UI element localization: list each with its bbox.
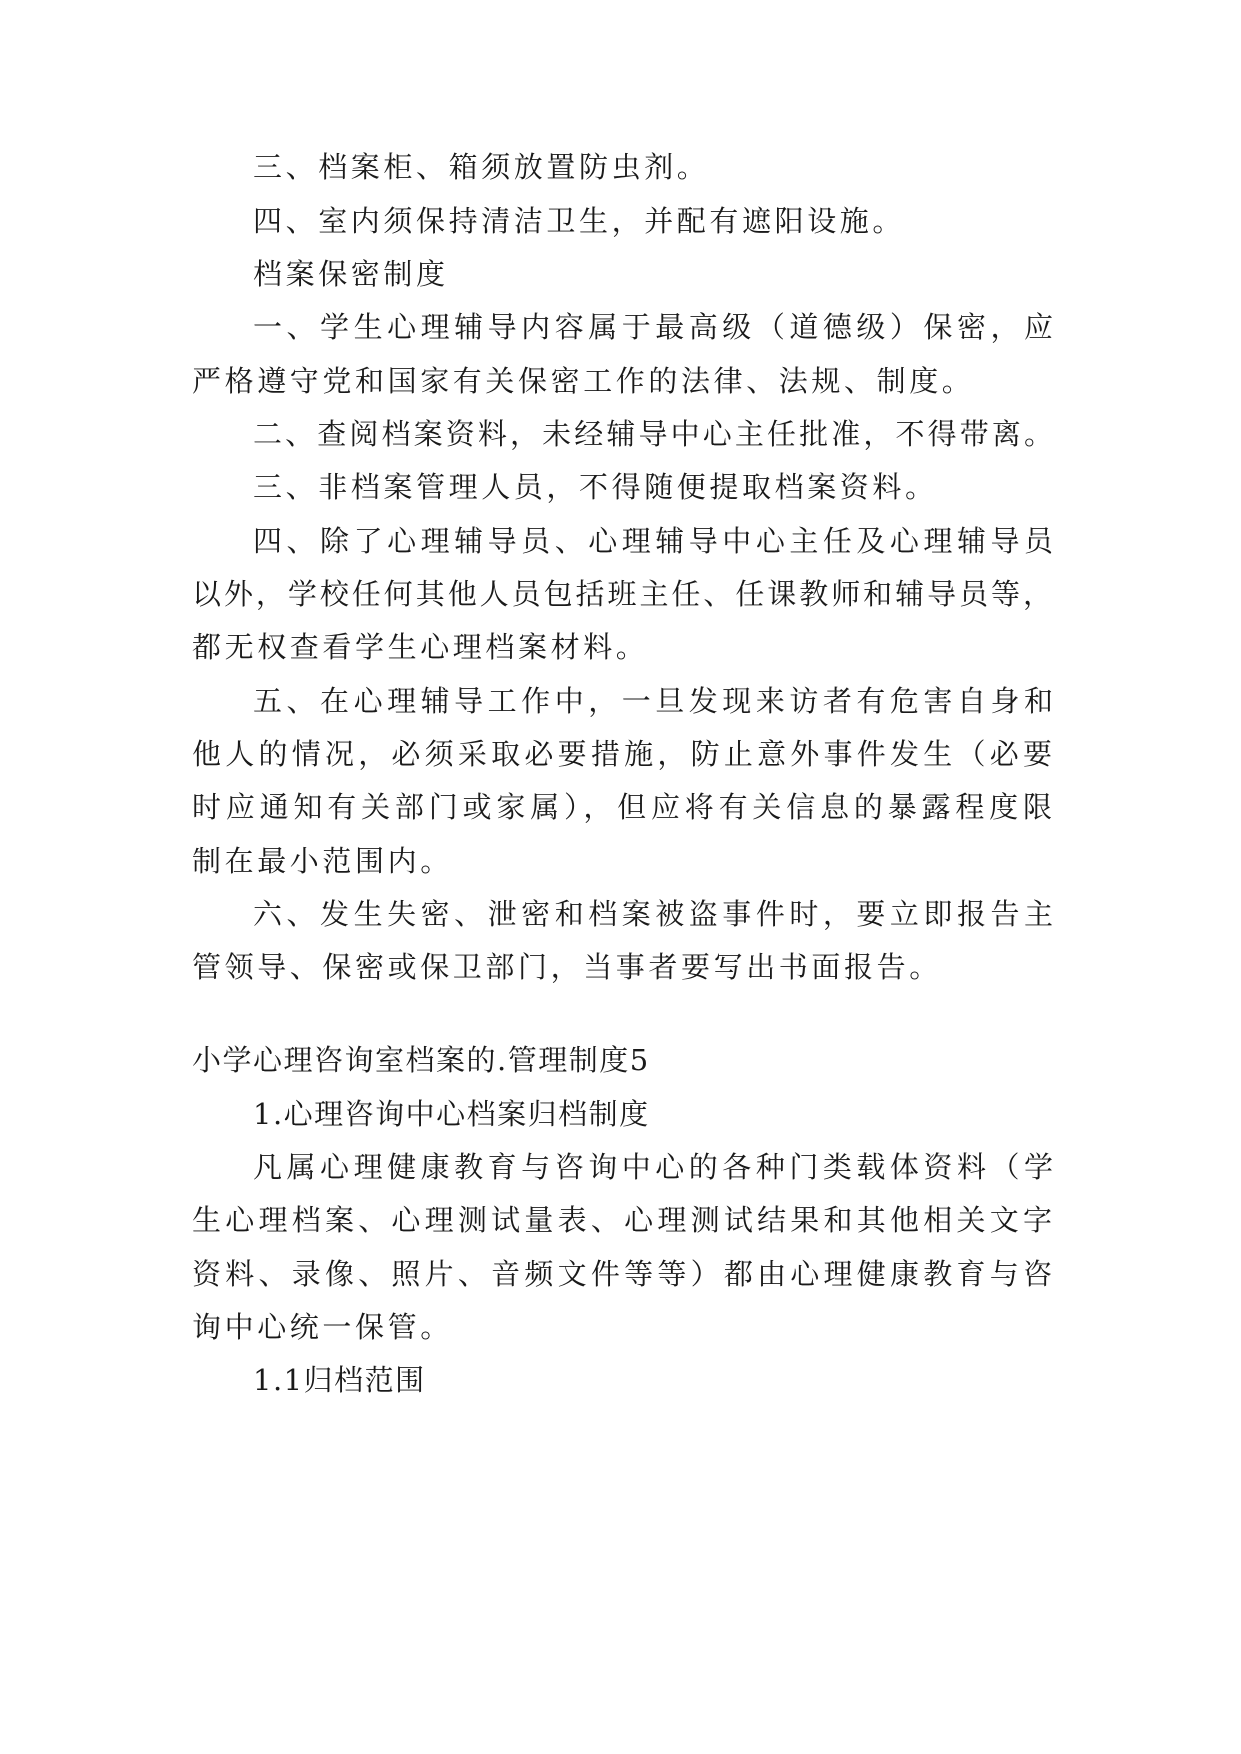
paragraph-line: 管领导、保密或保卫部门，当事者要写出书面报告。 bbox=[192, 950, 942, 984]
paragraph-line: 凡属心理健康教育与咨询中心的各种门类载体资料（学 bbox=[253, 1150, 1053, 1184]
paragraph-line: 严格遵守党和国家有关保密工作的法律、法规、制度。 bbox=[192, 364, 975, 398]
paragraph-line: 五、在心理辅导工作中，一旦发现来访者有危害自身和 bbox=[253, 684, 1053, 718]
paragraph-line: 时应通知有关部门或家属），但应将有关信息的暴露程度限 bbox=[192, 790, 1052, 824]
paragraph-line: 二、查阅档案资料，未经辅导中心主任批准，不得带离。 bbox=[253, 417, 1053, 451]
paragraph-line: 三、档案柜、箱须放置防虫剂。 bbox=[253, 150, 710, 184]
subsection-title: 1.1归档范围 bbox=[253, 1363, 426, 1397]
paragraph-line: 制在最小范围内。 bbox=[192, 844, 453, 878]
paragraph-line: 资料、录像、照片、音频文件等等）都由心理健康教育与咨 bbox=[192, 1257, 1052, 1291]
paragraph-line: 四、除了心理辅导员、心理辅导中心主任及心理辅导员 bbox=[253, 524, 1053, 558]
paragraph-line: 他人的情况，必须采取必要措施，防止意外事件发生（必要 bbox=[192, 737, 1052, 771]
paragraph-line: 三、非档案管理人员，不得随便提取档案资料。 bbox=[253, 470, 938, 504]
section-title: 档案保密制度 bbox=[253, 257, 449, 291]
paragraph-line: 询中心统一保管。 bbox=[192, 1310, 453, 1344]
paragraph-line: 一、学生心理辅导内容属于最高级（道德级）保密，应 bbox=[253, 310, 1053, 344]
paragraph-line: 都无权查看学生心理档案材料。 bbox=[192, 630, 649, 664]
subsection-title: 1.心理咨询中心档案归档制度 bbox=[253, 1097, 650, 1131]
document-heading: 小学心理咨询室档案的.管理制度5 bbox=[192, 1043, 650, 1077]
paragraph-line: 生心理档案、心理测试量表、心理测试结果和其他相关文字 bbox=[192, 1203, 1052, 1237]
paragraph-line: 六、发生失密、泄密和档案被盗事件时，要立即报告主 bbox=[253, 897, 1053, 931]
paragraph-line: 以外，学校任何其他人员包括班主任、任课教师和辅导员等， bbox=[192, 577, 1052, 611]
paragraph-line: 四、室内须保持清洁卫生，并配有遮阳设施。 bbox=[253, 204, 906, 238]
